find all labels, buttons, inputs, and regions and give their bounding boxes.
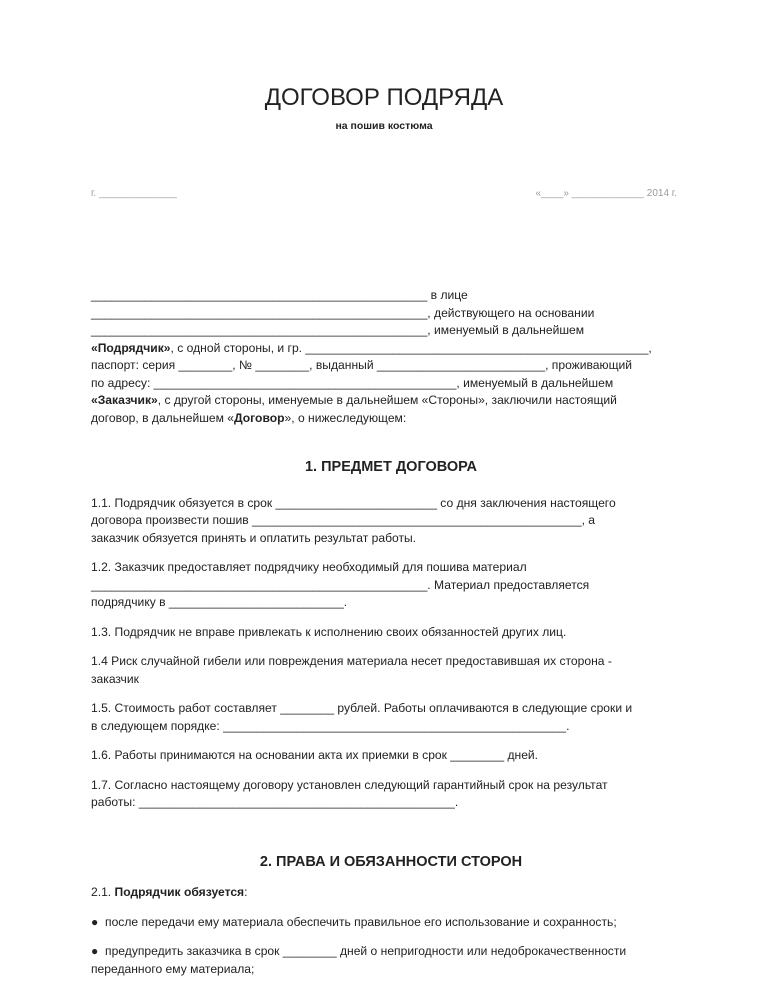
preamble [91, 287, 691, 427]
preamble-line [91, 392, 691, 410]
clause-line: __________________________________________________. Материал предоставляется [91, 577, 590, 592]
clause-line: 1.4 Риск случайной гибели или повреждения материала несет предоставившая их сторона - [91, 654, 612, 668]
section-heading: 2. ПРАВА И ОБЯЗАННОСТИ СТОРОН [259, 853, 523, 870]
clause-text: : [244, 885, 248, 899]
section-heading: 1. ПРЕДМЕТ ДОГОВОРА [304, 459, 478, 475]
contractor-obliged: Подрядчик обязуется [114, 885, 245, 899]
list-item [91, 943, 691, 978]
preamble-text: , с одной стороны, и гр. ___________________________________________________, [170, 340, 652, 355]
bullet-line: переданного ему материала; [91, 961, 255, 976]
preamble-line [91, 410, 691, 428]
preamble-text: , с другой стороны, именуемые в дальнейшем «Стороны», заключили настоящий [157, 393, 617, 407]
list-item [91, 914, 691, 932]
clause-line: 1.6. Работы принимаются на основании акта их приемки в срок ________ дней. [91, 748, 539, 762]
city-field: г. ______________ [91, 188, 177, 199]
preamble-line: паспорт: серия ________, № ________, выданный _________________________, проживающий [91, 358, 633, 372]
document-body [91, 287, 691, 978]
date-field: «____» _____________ 2014 г. [535, 188, 677, 199]
document-title: ДОГОВОР ПОДРЯДА [264, 84, 504, 111]
bullet-line: ● предупредить заказчика в срок ________ дней о непригодности или недоброкачественности [91, 944, 627, 958]
clause-line: 1.7. Согласно настоящему договору установлен следующий гарантийный срок на результат [91, 777, 608, 792]
preamble-text: », о нижеследующем: [284, 410, 407, 425]
clause-line: подрядчику в __________________________. [91, 595, 348, 609]
preamble-text: договор, в дальнейшем « [91, 410, 235, 425]
preamble-line: __________________________________________________, именуемый в дальнейшем [91, 323, 585, 337]
preamble-line: __________________________________________________, действующего на основании [91, 305, 595, 320]
preamble-line: по адресу: _____________________________________________, именуемый в дальнейшем [91, 375, 614, 390]
contract-term: Договор [234, 410, 285, 425]
clause-line: заказчик [91, 671, 139, 686]
clause-line: 1.2. Заказчик предоставляет подрядчику необходимый для пошива материал [91, 560, 527, 574]
clause-line: в следующем порядке: ___________________________________________________. [91, 718, 570, 733]
clause-1-2 [91, 559, 691, 612]
clause-line: работы: _______________________________________________. [91, 795, 459, 809]
clause-1-3 [91, 624, 691, 642]
contractor-term: «Подрядчик» [91, 340, 171, 355]
clause-line: 1.3. Подрядчик не вправе привлекать к исполнению своих обязанностей других лиц. [91, 624, 567, 639]
clause-line: заказчик обязуется принять и оплатить результат работы. [91, 530, 417, 545]
clause-1-7 [91, 777, 691, 812]
clause-line: 1.5. Стоимость работ составляет ________ рублей. Работы оплачиваются в следующие сроки и [91, 701, 633, 715]
clause-line: 1.1. Подрядчик обязуется в срок ________________________ со дня заключения настоящего [91, 495, 616, 510]
customer-term: «Заказчик» [91, 393, 158, 407]
clause-line [91, 884, 691, 902]
clause-1-6 [91, 747, 691, 765]
clause-line: договора произвести пошив _________________________________________________, а [91, 513, 596, 527]
clause-2-1 [91, 884, 691, 902]
clause-1-5 [91, 700, 691, 735]
clause-1-1 [91, 495, 691, 548]
clause-number: 2.1. [91, 885, 115, 899]
document-subtitle: на пошив костюма [335, 120, 433, 132]
preamble-line: __________________________________________________ в лице [91, 288, 468, 302]
clause-1-4 [91, 653, 691, 688]
bullet-line: ● после передачи ему материала обеспечить правильное его использование и сохранность; [91, 914, 617, 929]
preamble-line [91, 340, 691, 358]
